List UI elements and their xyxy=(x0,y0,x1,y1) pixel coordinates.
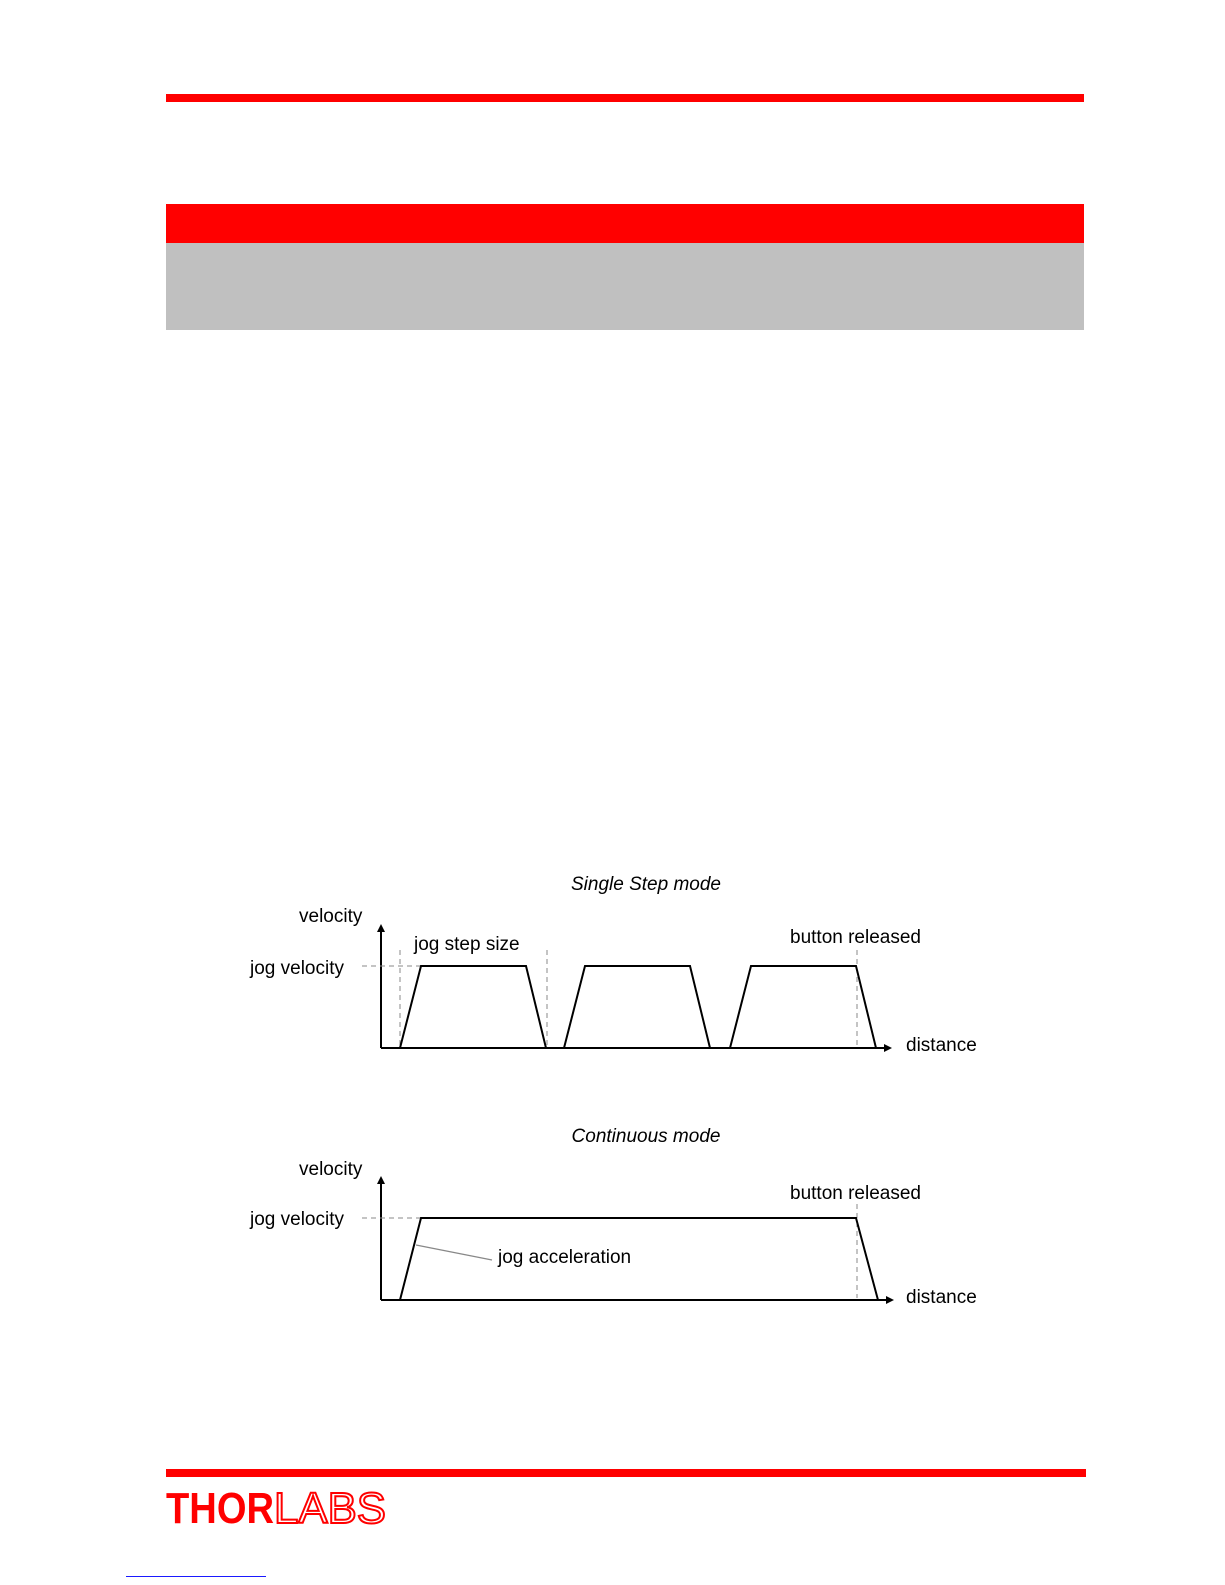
continuous-accel-label: jog acceleration xyxy=(498,1247,632,1268)
footer-rule xyxy=(166,1469,1086,1477)
single-step-y-label: velocity xyxy=(299,906,363,927)
thorlabs-logo xyxy=(166,1484,386,1533)
continuous-y-label: velocity xyxy=(299,1159,363,1180)
single-step-title: Single Step mode xyxy=(571,874,721,895)
continuous-release-label: button released xyxy=(790,1183,921,1204)
single-step-release-label: button released xyxy=(790,927,921,948)
continuous-profile xyxy=(400,1218,878,1300)
single-step-diagram xyxy=(249,874,977,1056)
single-step-profile-3 xyxy=(730,966,876,1048)
continuous-level-label: jog velocity xyxy=(250,1209,344,1230)
single-step-step-label: jog step size xyxy=(414,934,520,955)
continuous-title: Continuous mode xyxy=(571,1126,721,1147)
continuous-diagram xyxy=(249,1126,977,1308)
single-step-level-label: jog velocity xyxy=(250,958,344,979)
logo-thor: THOR xyxy=(166,1484,274,1533)
single-step-profile-1 xyxy=(400,966,546,1048)
single-step-x-label: distance xyxy=(906,1035,977,1056)
continuous-accel-leader xyxy=(416,1245,492,1260)
single-step-profile-2 xyxy=(564,966,710,1048)
logo-labs: LABS xyxy=(274,1484,386,1533)
continuous-x-label: distance xyxy=(906,1287,977,1308)
footer-link-underline[interactable] xyxy=(126,1576,266,1577)
